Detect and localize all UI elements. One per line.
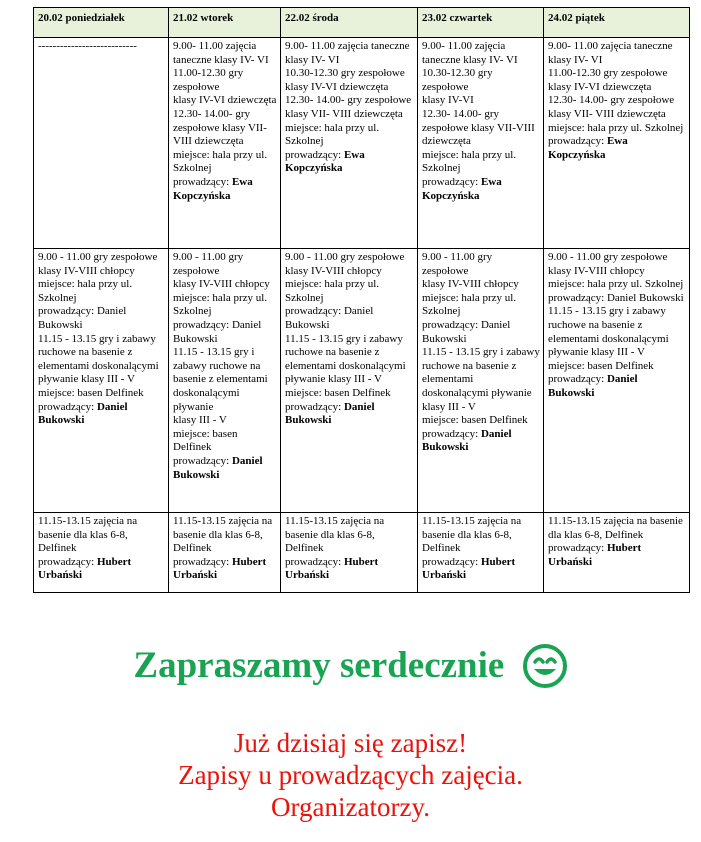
activity-line <box>285 556 414 583</box>
activity-text: miejsce: basen Delfinek <box>548 359 654 372</box>
activity-line <box>422 428 540 455</box>
activity-text: prowadzący: <box>173 555 232 568</box>
activity-line <box>422 292 540 319</box>
activity-text: 12.30- 14.00- gry zespołowe <box>285 94 412 107</box>
activity-text: 10.30-12.30 gry zespołowe <box>285 67 405 80</box>
activity-text: klasy IV-VIII chłopcy <box>38 264 135 277</box>
activity-text: klasy VII- VIII dziewczęta <box>285 107 403 120</box>
instructor-name: Daniel Bukowski <box>548 373 638 399</box>
activity-text: 11.15-13.15 zajęcia na basenie dla klas 6-8, Delfinek <box>422 515 522 555</box>
activity-line <box>285 515 414 556</box>
activity-line <box>548 108 686 122</box>
activity-text: 11.00-12.30 gry zespołowe <box>173 67 244 93</box>
activity-text: klasy IV-VI <box>422 94 474 107</box>
activity-line <box>285 67 414 81</box>
activity-line <box>285 40 414 67</box>
schedule-cell-thursday <box>418 513 544 593</box>
activity-text: prowadzący: <box>422 555 481 568</box>
activity-line <box>422 108 540 149</box>
activity-line <box>548 292 686 306</box>
instructor-name: Ewa Kopczyńska <box>548 135 628 161</box>
activity-text: 9.00 - 11.00 gry zespołowe <box>285 251 405 263</box>
activity-line <box>285 81 414 95</box>
activity-text: prowadzący: <box>548 542 607 555</box>
activity-text: klasy IV-VIII chłopcy <box>173 278 270 291</box>
activity-text: 11.00-12.30 gry zespołowe <box>548 67 668 80</box>
invitation-heading <box>0 644 701 689</box>
activity-text: 9.00- 11.00 zajęcia taneczne klasy IV- VI <box>285 40 410 66</box>
activity-text: prowadzący: <box>285 148 344 161</box>
activity-text: 12.30- 14.00- gry zespołowe klasy VII- VIII dziewczęta <box>173 107 267 148</box>
activity-line <box>173 292 277 319</box>
activity-text: 11.15 - 13.15 gry i zabawy ruchowe na basenie z elementami doskonalącymi pływanie <box>422 346 540 399</box>
activity-text: prowadzący: <box>548 135 607 148</box>
activity-text: miejsce: hala przy ul. Szkolnej <box>38 278 133 304</box>
activity-line <box>422 319 540 346</box>
activity-line <box>285 401 414 428</box>
organizers-signature: Organizatorzy. <box>271 792 430 822</box>
activity-text: klasy III - V <box>173 414 227 427</box>
activity-text: prowadzący: <box>38 555 97 568</box>
activity-text: 12.30- 14.00- gry zespołowe klasy VII-VIII dziewczęta <box>422 107 535 148</box>
activity-line <box>173 176 277 203</box>
activity-line <box>548 515 686 542</box>
activity-line <box>548 360 686 374</box>
activity-text: miejsce: basen Delfinek <box>422 414 528 427</box>
activity-line <box>38 556 165 583</box>
activity-text: miejsce: hala przy ul. Szkolnej <box>285 121 380 148</box>
activity-text: prowadzący: <box>173 175 232 188</box>
schedule-row <box>34 249 690 513</box>
activity-line <box>173 515 277 556</box>
activity-line <box>422 176 540 203</box>
schedule-cell-tuesday <box>169 513 281 593</box>
activity-line <box>422 94 540 108</box>
activity-line <box>38 265 165 279</box>
activity-line <box>173 556 277 583</box>
activity-text: prowadzący: <box>285 400 344 413</box>
activity-line <box>173 40 277 67</box>
activity-text: miejsce: basen Delfinek <box>285 386 391 399</box>
activity-text: klasy III - V <box>422 400 476 413</box>
activity-text: prowadzący: <box>285 555 344 568</box>
activity-line <box>548 373 686 400</box>
activity-line <box>285 108 414 122</box>
activity-line <box>173 108 277 149</box>
instructor-name: Ewa Kopczyńska <box>285 148 365 175</box>
activity-line <box>422 67 540 94</box>
activity-text: 11.15-13.15 zajęcia na basenie dla klas 6-8, Delfinek <box>285 515 385 555</box>
schedule-cell-monday <box>34 249 169 513</box>
activity-line <box>422 401 540 415</box>
schedule-row <box>34 38 690 249</box>
schedule-cell-monday <box>34 38 169 249</box>
activity-line <box>422 40 540 67</box>
activity-line <box>422 556 540 583</box>
activity-text: 11.15 - 13.15 gry i zabawy ruchowe na basenie z elementami doskonalącymi pływanie klasy III - V <box>548 305 669 359</box>
schedule-cell-tuesday <box>169 249 281 513</box>
instructor-name: Daniel Bukowski <box>422 427 512 454</box>
activity-text: 12.30- 14.00- gry zespołowe <box>548 94 675 107</box>
activity-line <box>173 94 277 108</box>
instructor-name: Hubert Urbański <box>548 542 642 568</box>
activity-text: --------------------------- <box>38 40 137 52</box>
activity-line <box>285 149 414 176</box>
activity-text: klasy VII- VIII dziewczęta <box>548 107 666 120</box>
signup-line-2: Zapisy u prowadzących zajęcia. <box>178 760 523 790</box>
activity-line <box>173 414 277 428</box>
instructor-name: Ewa Kopczyńska <box>173 175 253 202</box>
signup-line-1: Już dzisiaj się zapisz! <box>233 728 468 758</box>
activity-line <box>173 67 277 94</box>
activity-text: prowadzący: Daniel Bukowski <box>548 291 684 304</box>
activity-line <box>285 278 414 305</box>
activity-line <box>548 135 686 162</box>
activity-text: klasy IV-VIII chłopcy <box>285 264 382 277</box>
activity-text: prowadzący: <box>173 454 232 467</box>
schedule-cell-monday <box>34 513 169 593</box>
schedule-table <box>33 7 690 593</box>
activity-line <box>548 81 686 95</box>
activity-line <box>173 428 277 455</box>
instructor-name: Ewa Kopczyńska <box>422 175 502 202</box>
activity-line <box>38 305 165 332</box>
instructor-name: Daniel Bukowski <box>285 400 375 427</box>
activity-text: 9.00 - 11.00 gry zespołowe <box>422 251 493 277</box>
activity-line <box>422 149 540 176</box>
instructor-name: Daniel Bukowski <box>38 400 128 427</box>
activity-text: prowadzący: Daniel Bukowski <box>422 318 511 345</box>
activity-line <box>38 401 165 428</box>
schedule-cell-wednesday <box>281 513 418 593</box>
schedule-cell-wednesday <box>281 249 418 513</box>
activity-line <box>173 319 277 346</box>
activity-text: prowadzący: Daniel Bukowski <box>173 318 262 345</box>
schedule-cell-friday <box>544 513 690 593</box>
day-header-friday: 24.02 piątek <box>544 8 690 38</box>
schedule-cell-wednesday <box>281 38 418 249</box>
instructor-name: Hubert Urbański <box>285 555 379 582</box>
activity-text: miejsce: hala przy ul. Szkolnej <box>548 121 684 134</box>
schedule-cell-thursday <box>418 38 544 249</box>
activity-line <box>173 149 277 176</box>
activity-text: miejsce: hala przy ul. Szkolnej <box>173 291 268 318</box>
activity-line <box>548 251 686 265</box>
activity-text: klasy IV-VI dziewczęta <box>285 80 389 93</box>
activity-text: miejsce: hala przy ul. Szkolnej <box>422 291 517 318</box>
instructor-name: Daniel Bukowski <box>173 454 263 481</box>
activity-line <box>548 67 686 81</box>
activity-text: 11.15 - 13.15 gry i zabawy ruchowe na basenie z elementami doskonalącymi pływanie <box>173 346 268 413</box>
activity-line <box>285 251 414 265</box>
activity-text: 11.15-13.15 zajęcia na basenie dla klas 6-8, Delfinek <box>548 515 683 541</box>
instructor-name: Hubert Urbański <box>38 555 132 582</box>
activity-line <box>38 515 165 556</box>
activity-text: miejsce: hala przy ul. Szkolnej <box>173 148 268 175</box>
activity-line <box>38 278 165 305</box>
invitation-title: Zapraszamy serdecznie <box>133 645 505 686</box>
activity-line <box>285 94 414 108</box>
schedule-header-row <box>34 8 690 38</box>
activity-line <box>548 40 686 67</box>
activity-line <box>285 122 414 149</box>
activity-text: miejsce: hala przy ul. Szkolnej <box>422 148 517 175</box>
activity-text: prowadzący: Daniel Bukowski <box>38 305 127 331</box>
activity-line <box>422 278 540 292</box>
schedule-cell-friday <box>544 38 690 249</box>
activity-line <box>38 251 165 265</box>
activity-text: 9.00 - 11.00 gry zespołowe <box>173 251 244 277</box>
activity-line <box>285 333 414 387</box>
activity-text: klasy IV-VIII chłopcy <box>548 264 645 277</box>
activity-text: prowadzący: Daniel Bukowski <box>285 305 374 331</box>
activity-text: klasy IV-VIII chłopcy <box>422 278 519 291</box>
activity-line <box>173 251 277 278</box>
activity-line <box>422 515 540 556</box>
activity-line <box>422 414 540 428</box>
instructor-name: Hubert Urbański <box>173 555 267 582</box>
day-header-monday: 20.02 poniedziałek <box>34 8 169 38</box>
activity-line <box>173 278 277 292</box>
activity-line <box>173 346 277 414</box>
activity-text: 11.15 - 13.15 gry i zabawy ruchowe na basenie z elementami doskonalącymi pływanie klasy III - V <box>285 332 406 386</box>
day-header-wednesday: 22.02 środa <box>281 8 418 38</box>
activity-line <box>285 305 414 332</box>
activity-line <box>38 333 165 387</box>
day-header-thursday: 23.02 czwartek <box>418 8 544 38</box>
activity-text: 9.00- 11.00 zajęcia taneczne klasy IV- VI <box>422 40 518 66</box>
activity-text: 11.15-13.15 zajęcia na basenie dla klas 6-8, Delfinek <box>38 515 138 555</box>
activity-line <box>548 122 686 136</box>
activity-text: prowadzący: <box>548 373 607 386</box>
activity-text: 9.00 - 11.00 gry zespołowe <box>548 251 668 263</box>
signup-notice <box>0 727 701 823</box>
activity-text: 9.00- 11.00 zajęcia taneczne klasy IV- VI <box>548 40 673 66</box>
activity-line <box>422 346 540 400</box>
activity-text: 9.00- 11.00 zajęcia taneczne klasy IV- VI <box>173 40 269 66</box>
activity-line <box>285 265 414 279</box>
activity-line <box>38 387 165 401</box>
activity-text: prowadzący: <box>422 175 481 188</box>
activity-text: miejsce: basen Delfinek <box>173 427 238 454</box>
activity-text: 11.15-13.15 zajęcia na basenie dla klas 6-8, Delfinek <box>173 515 273 555</box>
activity-line <box>285 387 414 401</box>
schedule-cell-thursday <box>418 249 544 513</box>
activity-text: klasy IV-VI dziewczęta <box>548 80 652 93</box>
activity-line <box>548 265 686 279</box>
activity-line <box>548 94 686 108</box>
activity-text: 10.30-12.30 gry zespołowe <box>422 67 493 93</box>
day-header-tuesday: 21.02 wtorek <box>169 8 281 38</box>
activity-line <box>422 251 540 278</box>
activity-text: miejsce: hala przy ul. Szkolnej <box>548 278 684 291</box>
activity-text: prowadzący: <box>422 427 481 440</box>
smiley-face-icon <box>522 643 568 689</box>
activity-line <box>548 278 686 292</box>
activity-line <box>548 542 686 569</box>
activity-text: miejsce: hala przy ul. Szkolnej <box>285 278 380 304</box>
activity-text: klasy IV-VI dziewczęta <box>173 94 277 107</box>
schedule-row <box>34 513 690 593</box>
activity-text: prowadzący: <box>38 400 97 413</box>
activity-line <box>173 455 277 482</box>
activity-text: 9.00 - 11.00 gry zespołowe <box>38 251 158 263</box>
instructor-name: Hubert Urbański <box>422 555 516 582</box>
activity-line <box>548 305 686 359</box>
schedule-cell-tuesday <box>169 38 281 249</box>
activity-line <box>38 40 165 54</box>
activity-text: miejsce: basen Delfinek <box>38 386 144 399</box>
activity-text: 11.15 - 13.15 gry i zabawy ruchowe na basenie z elementami doskonalącymi pływanie klasy III - V <box>38 332 159 386</box>
schedule-cell-friday <box>544 249 690 513</box>
